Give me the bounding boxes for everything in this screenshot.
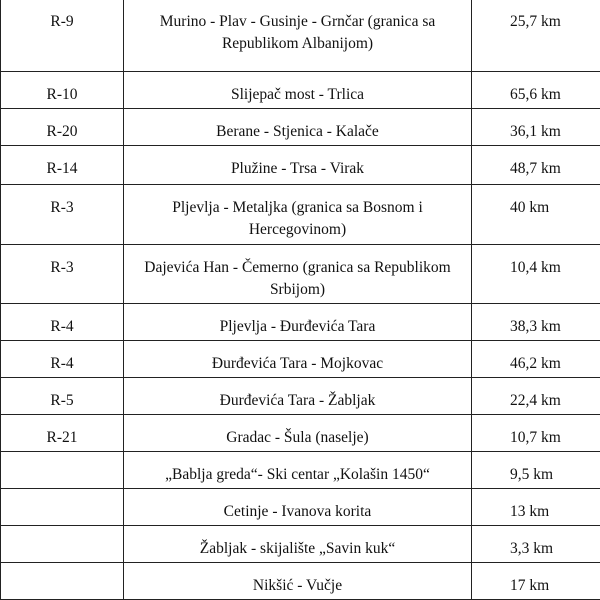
table-row <box>1 304 600 341</box>
road-route: Berane - Stjenica - Kalače <box>124 109 472 146</box>
road-length: 48,7 km <box>472 146 600 185</box>
road-code: R-10 <box>1 72 124 109</box>
road-route: Dajevića Han - Čemerno (granica sa Republikom Srbijom) <box>124 245 472 304</box>
road-length: 10,4 km <box>472 245 600 304</box>
road-length: 17 km <box>472 563 600 600</box>
road-route: Nikšić - Vučje <box>124 563 472 600</box>
road-code <box>1 526 124 563</box>
road-route: Plužine - Trsa - Virak <box>124 146 472 185</box>
table-row <box>1 378 600 415</box>
table-row <box>1 245 600 304</box>
road-code: R-4 <box>1 341 124 378</box>
road-length: 40 km <box>472 185 600 245</box>
road-code <box>1 489 124 526</box>
road-code: R-4 <box>1 304 124 341</box>
road-route: Slijepač most - Trlica <box>124 72 472 109</box>
road-code: R-14 <box>1 146 124 185</box>
road-route: Žabljak - skijalište „Savin kuk“ <box>124 526 472 563</box>
table-row <box>1 146 600 185</box>
table-row <box>1 72 600 109</box>
road-route: Đurđevića Tara - Žabljak <box>124 378 472 415</box>
road-length: 36,1 km <box>472 109 600 146</box>
table-row <box>1 415 600 452</box>
road-route: Pljevlja - Đurđevića Tara <box>124 304 472 341</box>
table-row <box>1 0 600 72</box>
road-code: R-3 <box>1 185 124 245</box>
road-code: R-5 <box>1 378 124 415</box>
road-length: 65,6 km <box>472 72 600 109</box>
road-length: 9,5 km <box>472 452 600 489</box>
road-length: 13 km <box>472 489 600 526</box>
road-length: 38,3 km <box>472 304 600 341</box>
table-row <box>1 185 600 245</box>
road-code: R-9 <box>1 0 124 72</box>
road-route: Gradac - Šula (naselje) <box>124 415 472 452</box>
road-route: Cetinje - Ivanova korita <box>124 489 472 526</box>
road-length: 46,2 km <box>472 341 600 378</box>
table-row <box>1 109 600 146</box>
road-route: Đurđevića Tara - Mojkovac <box>124 341 472 378</box>
road-code: R-3 <box>1 245 124 304</box>
road-route: Murino - Plav - Gusinje - Grnčar (granica sa Republikom Albanijom) <box>124 0 472 72</box>
table-row <box>1 341 600 378</box>
road-route: „Bablja greda“- Ski centar „Kolašin 1450“ <box>124 452 472 489</box>
road-code <box>1 452 124 489</box>
table-row <box>1 452 600 489</box>
table-row <box>1 563 600 600</box>
road-length: 3,3 km <box>472 526 600 563</box>
roads-table-body <box>1 0 600 600</box>
road-code: R-20 <box>1 109 124 146</box>
road-length: 22,4 km <box>472 378 600 415</box>
road-length: 25,7 km <box>472 0 600 72</box>
table-row <box>1 526 600 563</box>
road-code <box>1 563 124 600</box>
road-route: Pljevlja - Metaljka (granica sa Bosnom i Hercegovinom) <box>124 185 472 245</box>
road-code: R-21 <box>1 415 124 452</box>
table-row <box>1 489 600 526</box>
road-length: 10,7 km <box>472 415 600 452</box>
